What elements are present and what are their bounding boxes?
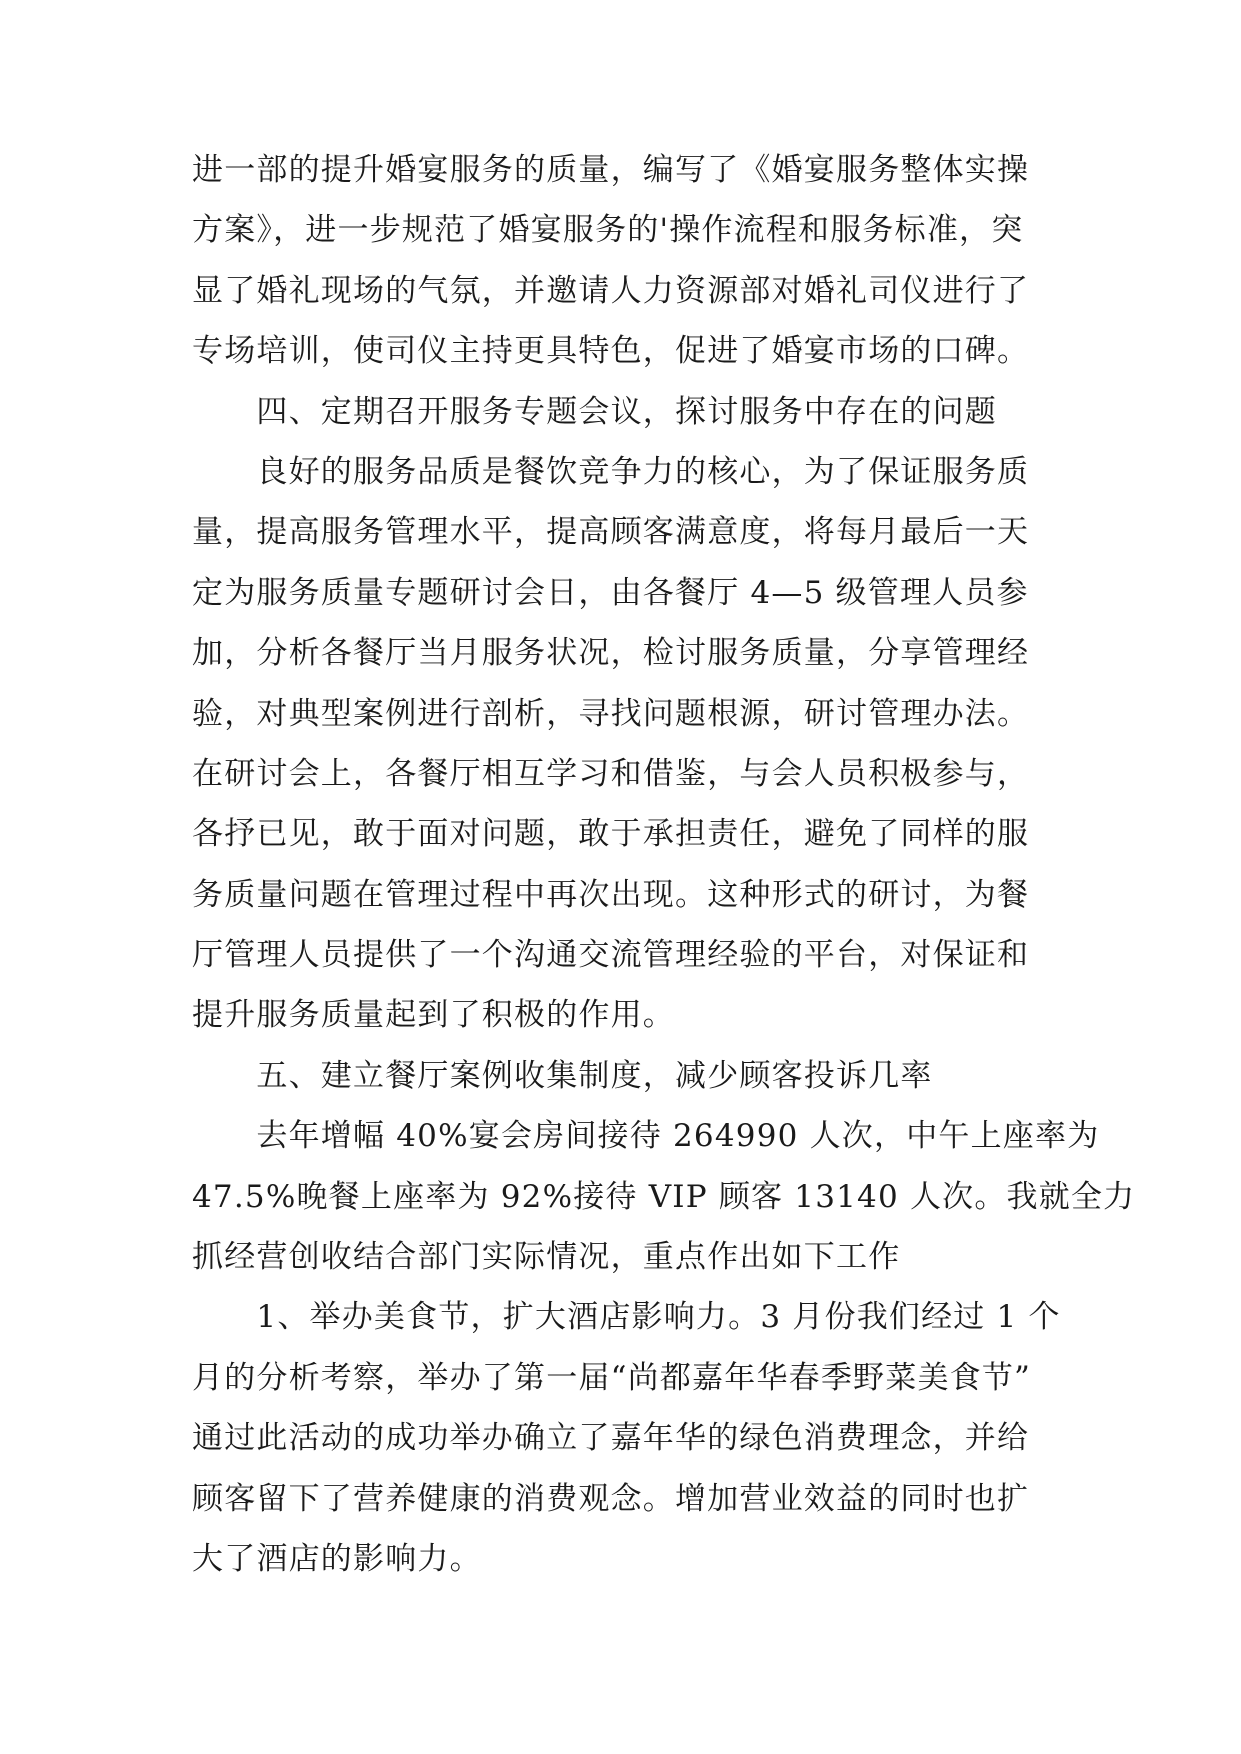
text-line: 定为服务质量专题研讨会日，由各餐厅 4—5 级管理人员参	[192, 574, 1029, 611]
text-line: 各抒已见，敢于面对问题，敢于承担责任，避免了同样的服	[192, 816, 1030, 853]
document-body	[192, 140, 1136, 1589]
text-line: 显了婚礼现场的气氛，并邀请人力资源部对婚礼司仪进行了	[192, 272, 1030, 309]
text-line: 通过此活动的成功举办确立了嘉年华的绿色消费理念，并给	[192, 1420, 1030, 1457]
text-line: 良好的服务品质是餐饮竞争力的核心，为了保证服务质	[192, 453, 1030, 490]
text-line: 量，提高服务管理水平，提高顾客满意度，将每月最后一天	[192, 514, 1030, 551]
text-line: 厅管理人员提供了一个沟通交流管理经验的平台，对保证和	[192, 937, 1030, 974]
text-line: 在研讨会上，各餐厅相互学习和借鉴，与会人员积极参与，	[192, 755, 1030, 792]
text-line: 去年增幅 40%宴会房间接待 264990 人次，中午上座率为	[192, 1118, 1100, 1155]
text-line: 提升服务质量起到了积极的作用。	[192, 997, 675, 1034]
text-line: 顾客留下了营养健康的消费观念。增加营业效益的同时也扩	[192, 1480, 1030, 1517]
text-line: 大了酒店的影响力。	[192, 1540, 482, 1577]
text-line: 进一部的提升婚宴服务的质量，编写了《婚宴服务整体实操	[192, 152, 1030, 188]
section-heading: 五、建立餐厅案例收集制度，减少顾客投诉几率	[192, 1057, 933, 1094]
text-line: 1、举办美食节，扩大酒店影响力。3 月份我们经过 1 个	[192, 1299, 1061, 1336]
text-line: 验，对典型案例进行剖析，寻找问题根源，研讨管理办法。	[192, 695, 1030, 732]
text-line: 加，分析各餐厅当月服务状况，检讨服务质量，分享管理经	[192, 635, 1030, 672]
text-line: 方案》，进一步规范了婚宴服务的'操作流程和服务标准，突	[192, 212, 1024, 249]
text-line: 抓经营创收结合部门实际情况，重点作出如下工作	[192, 1239, 901, 1276]
text-line: 47.5%晚餐上座率为 92%接待 VIP 顾客 13140 人次。我就全力	[192, 1178, 1136, 1215]
text-line: 月的分析考察，举办了第一届“尚都嘉年华春季野菜美食节”	[192, 1359, 1032, 1396]
section-heading: 四、定期召开服务专题会议，探讨服务中存在的问题	[192, 393, 997, 430]
text-line: 务质量问题在管理过程中再次出现。这种形式的研讨，为餐	[192, 876, 1030, 913]
text-line: 专场培训，使司仪主持更具特色，促进了婚宴市场的口碑。	[192, 333, 1030, 370]
